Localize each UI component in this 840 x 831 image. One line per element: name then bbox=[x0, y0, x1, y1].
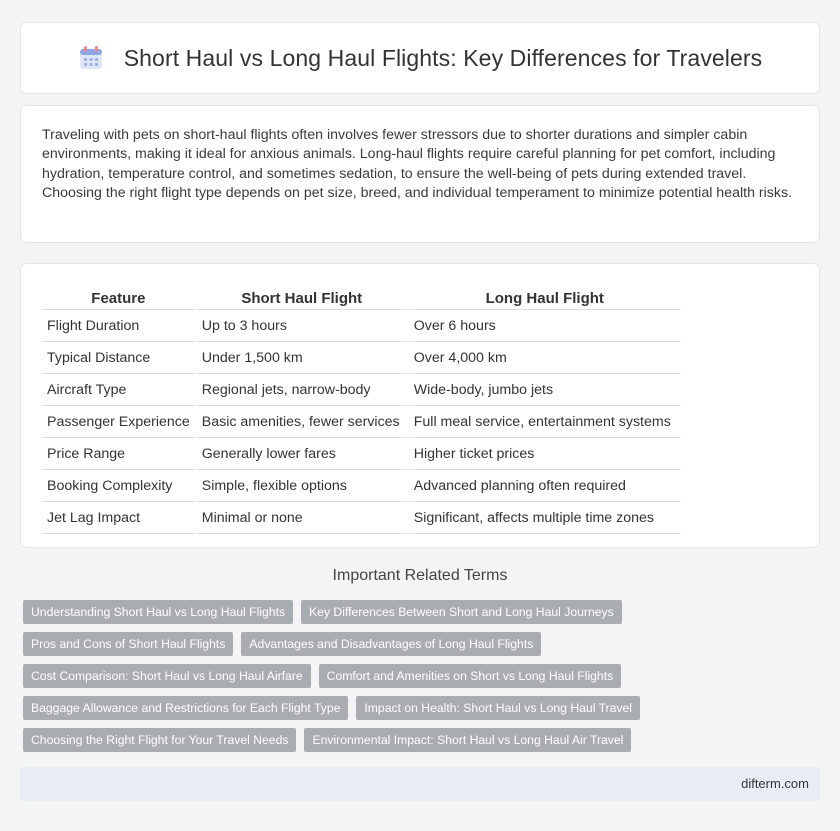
tag-row bbox=[23, 728, 823, 752]
table-cell-long-haul: Wide-body, jumbo jets bbox=[409, 376, 681, 406]
comparison-card bbox=[20, 263, 820, 548]
table-cell-short-haul: Basic amenities, fewer services bbox=[197, 408, 407, 438]
table-header-short-haul: Short Haul Flight bbox=[197, 286, 407, 310]
table-cell-short-haul: Regional jets, narrow-body bbox=[197, 376, 407, 406]
table-header-row bbox=[42, 286, 681, 310]
table-cell-feature: Typical Distance bbox=[42, 344, 195, 374]
table-cell-feature: Jet Lag Impact bbox=[42, 504, 195, 534]
related-term-link[interactable]: Choosing the Right Flight for Your Travel Needs bbox=[23, 728, 296, 752]
table-cell-short-haul: Under 1,500 km bbox=[197, 344, 407, 374]
table-row bbox=[42, 344, 681, 374]
table-row bbox=[42, 408, 681, 438]
table-cell-feature: Aircraft Type bbox=[42, 376, 195, 406]
header-card bbox=[20, 22, 820, 94]
table-cell-long-haul: Significant, affects multiple time zones bbox=[409, 504, 681, 534]
table-row bbox=[42, 504, 681, 534]
related-term-link[interactable]: Baggage Allowance and Restrictions for Each Flight Type bbox=[23, 696, 348, 720]
related-term-link[interactable]: Key Differences Between Short and Long Haul Journeys bbox=[301, 600, 622, 624]
table-row bbox=[42, 472, 681, 502]
table-header-feature: Feature bbox=[42, 286, 195, 310]
page-title: Short Haul vs Long Haul Flights: Key Differences for Travelers bbox=[123, 44, 763, 71]
table-cell-feature: Flight Duration bbox=[42, 312, 195, 342]
table-cell-feature: Price Range bbox=[42, 440, 195, 470]
related-terms-list bbox=[23, 600, 823, 760]
related-term-link[interactable]: Cost Comparison: Short Haul vs Long Haul Airfare bbox=[23, 664, 311, 688]
related-term-link[interactable]: Pros and Cons of Short Haul Flights bbox=[23, 632, 233, 656]
table-cell-long-haul: Higher ticket prices bbox=[409, 440, 681, 470]
table-cell-feature: Passenger Experience bbox=[42, 408, 195, 438]
related-term-link[interactable]: Environmental Impact: Short Haul vs Long Haul Air Travel bbox=[304, 728, 631, 752]
related-terms-title: Important Related Terms bbox=[332, 567, 508, 584]
tag-row bbox=[23, 632, 823, 656]
table-cell-long-haul: Over 6 hours bbox=[409, 312, 681, 342]
tag-row bbox=[23, 664, 823, 688]
table-cell-short-haul: Minimal or none bbox=[197, 504, 407, 534]
table-cell-short-haul: Simple, flexible options bbox=[197, 472, 407, 502]
table-cell-short-haul: Generally lower fares bbox=[197, 440, 407, 470]
table-row bbox=[42, 376, 681, 406]
intro-card bbox=[20, 105, 820, 243]
table-cell-long-haul: Over 4,000 km bbox=[409, 344, 681, 374]
tag-row bbox=[23, 600, 823, 624]
calendar-icon bbox=[78, 45, 104, 71]
table-cell-long-haul: Full meal service, entertainment systems bbox=[409, 408, 681, 438]
related-term-link[interactable]: Advantages and Disadvantages of Long Haul Flights bbox=[241, 632, 541, 656]
related-term-link[interactable]: Comfort and Amenities on Short vs Long Haul Flights bbox=[319, 664, 622, 688]
table-header-long-haul: Long Haul Flight bbox=[409, 286, 681, 310]
related-term-link[interactable]: Understanding Short Haul vs Long Haul Flights bbox=[23, 600, 293, 624]
table-row bbox=[42, 440, 681, 470]
related-term-link[interactable]: Impact on Health: Short Haul vs Long Haul Travel bbox=[356, 696, 640, 720]
table-row bbox=[42, 312, 681, 342]
tag-row bbox=[23, 696, 823, 720]
table-cell-short-haul: Up to 3 hours bbox=[197, 312, 407, 342]
table-cell-feature: Booking Complexity bbox=[42, 472, 195, 502]
footer-site-name: difterm.com bbox=[741, 776, 809, 791]
intro-text: Traveling with pets on short-haul flights often involves fewer stressors due to shorter durations and simpler cabin environments, making it ideal for anxious animals. Long-haul flights require careful planning for pet comfort, including hydration, temperature control, and sometimes sedation, to ensure the well-being of pets during extended travel. Choosing the right flight type depends on pet size, breed, and individual temperament to minimize potential health risks. bbox=[42, 127, 793, 202]
footer bbox=[20, 767, 820, 801]
table-cell-long-haul: Advanced planning often required bbox=[409, 472, 681, 502]
comparison-table bbox=[40, 284, 683, 536]
